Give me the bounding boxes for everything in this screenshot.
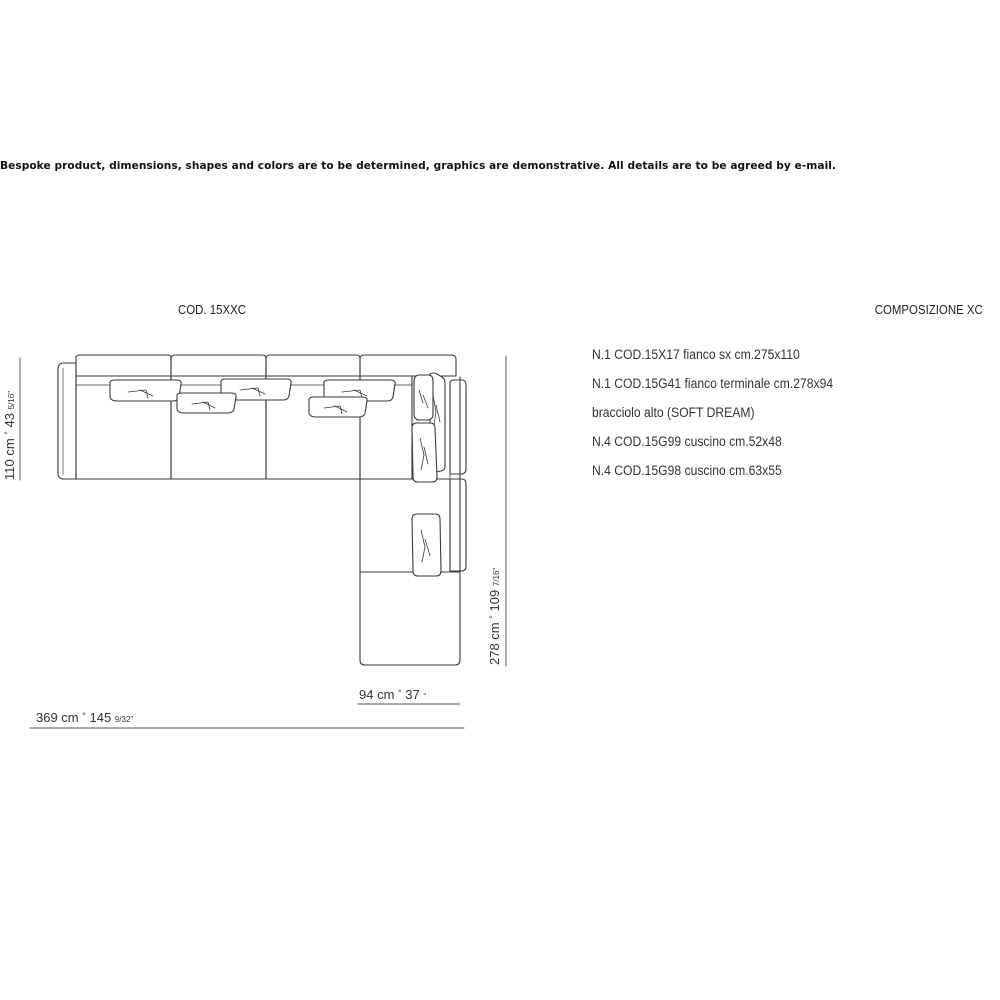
composition-item: N.1 COD.15G41 fianco terminale cm.278x94 [592,376,834,391]
dimension-label-right-height: 278 cm ° 109 7/16" [487,567,502,665]
throw-cushions-main [110,379,395,417]
dimension-label-total-width: 369 cm ° 145 9/32" [36,710,134,725]
composition-item: N.4 COD.15G99 cuscino cm.52x48 [592,434,782,449]
dimension-label-chaise-width: 94 cm ° 37 " [359,687,427,702]
composition-item: N.4 COD.15G98 cuscino cm.63x55 [592,463,782,478]
left-armrest [58,363,76,479]
composition-item: bracciolo alto (SOFT DREAM) [592,405,755,420]
disclaimer-text: Bespoke product, dimensions, shapes and colors are to be determined, graphics are demonstrative. All details are to be agreed by e-mail. [0,160,837,172]
dimension-label-left-height: 110 cm ° 43 5/16" [2,390,17,480]
throw-cushions-chaise [412,373,445,576]
composition-title: COMPOSIZIONE XC [874,302,983,317]
product-code: COD. 15XXC [178,302,247,317]
composition-item: N.1 COD.15X17 fianco sx cm.275x110 [592,347,800,362]
